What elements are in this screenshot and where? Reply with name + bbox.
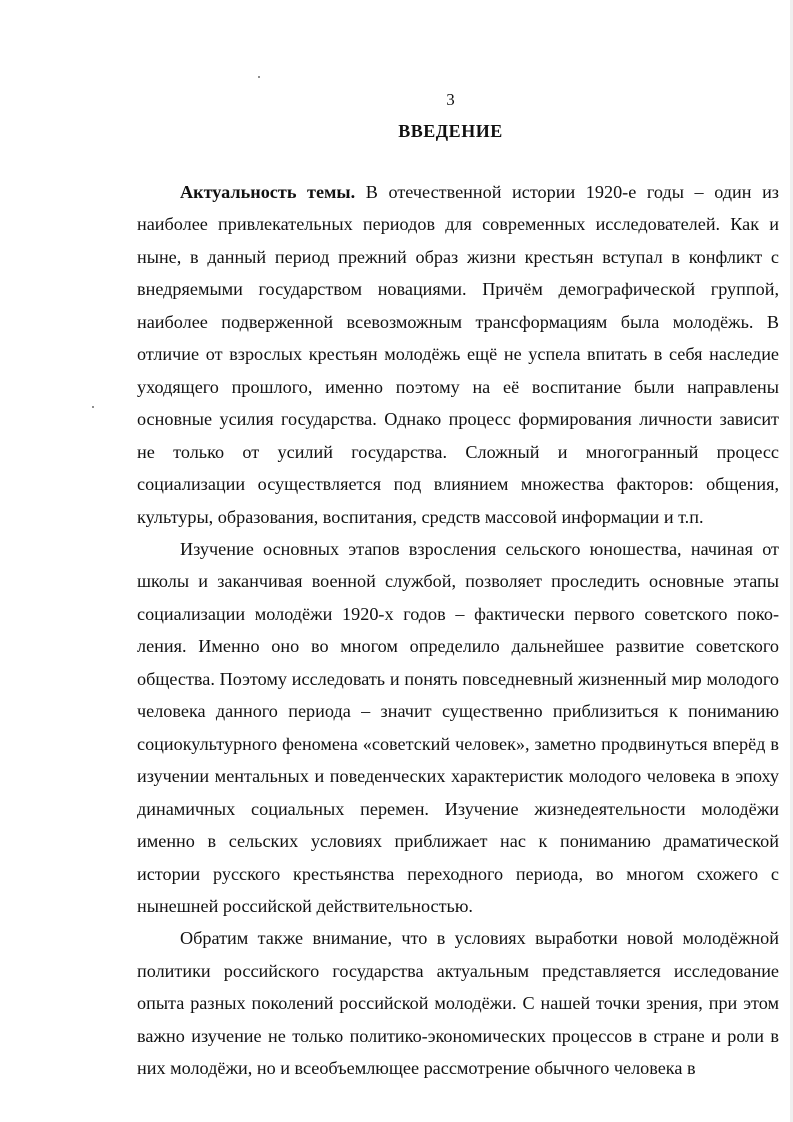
scan-speck xyxy=(92,406,94,408)
paragraph xyxy=(137,922,779,1084)
section-heading: ВВЕДЕНИЕ xyxy=(398,121,503,141)
paragraph xyxy=(137,176,779,533)
scan-speck xyxy=(258,76,260,78)
paragraph-text: Изучение основных этапов взросления сельского юношества, начиная от школы и заканчивая военной службой, позволяет проследить основные этапы социализации молодёжи 1920-х годов – фактически первого советского поколения. Именно оно во многом определило дальнейшее развитие советского общества. Поэтому исследовать и понять повседневный жизненный мир молодого человека данного периода – значит существенно приблизиться к пониманию социокультурного феномена «советский человек», заметно продвинуться вперёд в изучении ментальных и поведенческих характеристик молодого человека в эпоху динамичных социальных перемен. Изучение жизнедеятельности молодёжи именно в сельских условиях приближает нас к пониманию драматической истории русского крестьянства переходного периода, во многом схожего с нынешней российской действительностью. xyxy=(137,538,779,916)
page-number: 3 xyxy=(446,90,455,109)
paragraph-text: Обратим также внимание, что в условиях выработки новой молодёжной политики российского государства актуальным представляется исследование опыта разных поколений российской молодёжи. С нашей точки зрения, при этом важно изучение не только политико-экономических процессов в стране и роли в них молодёжи, но и всеобъемлющее рассмотрение обычного человека в xyxy=(137,928,779,1079)
paragraph-text: В отечественной истории 1920-е годы – один из наиболее привлекательных периодов для современных исследователей. Как и ныне, в данный период прежний образ жизни крестьян вступал в конфликт с внедряемыми государством новациями. Причём демографической группой, наиболее подверженной всевозможным трансформациям была молодёжь. В отличие от взрослых крестьян молодёжь ещё не успела впитать в себя наследие уходящего прошлого, именно поэтому на её воспитание были направлены основные усилия государства. Однако процесс формирования личности зависит не только от усилий государства. Сложный и многогранный процесс социализации осуществляется под влиянием множества факторов: общения, культуры, образования, воспитания, средств массовой информации и т.п. xyxy=(137,182,779,527)
body-text xyxy=(137,176,779,1085)
paragraph xyxy=(137,533,779,922)
paragraph-lead: Актуальность темы. xyxy=(180,182,356,202)
